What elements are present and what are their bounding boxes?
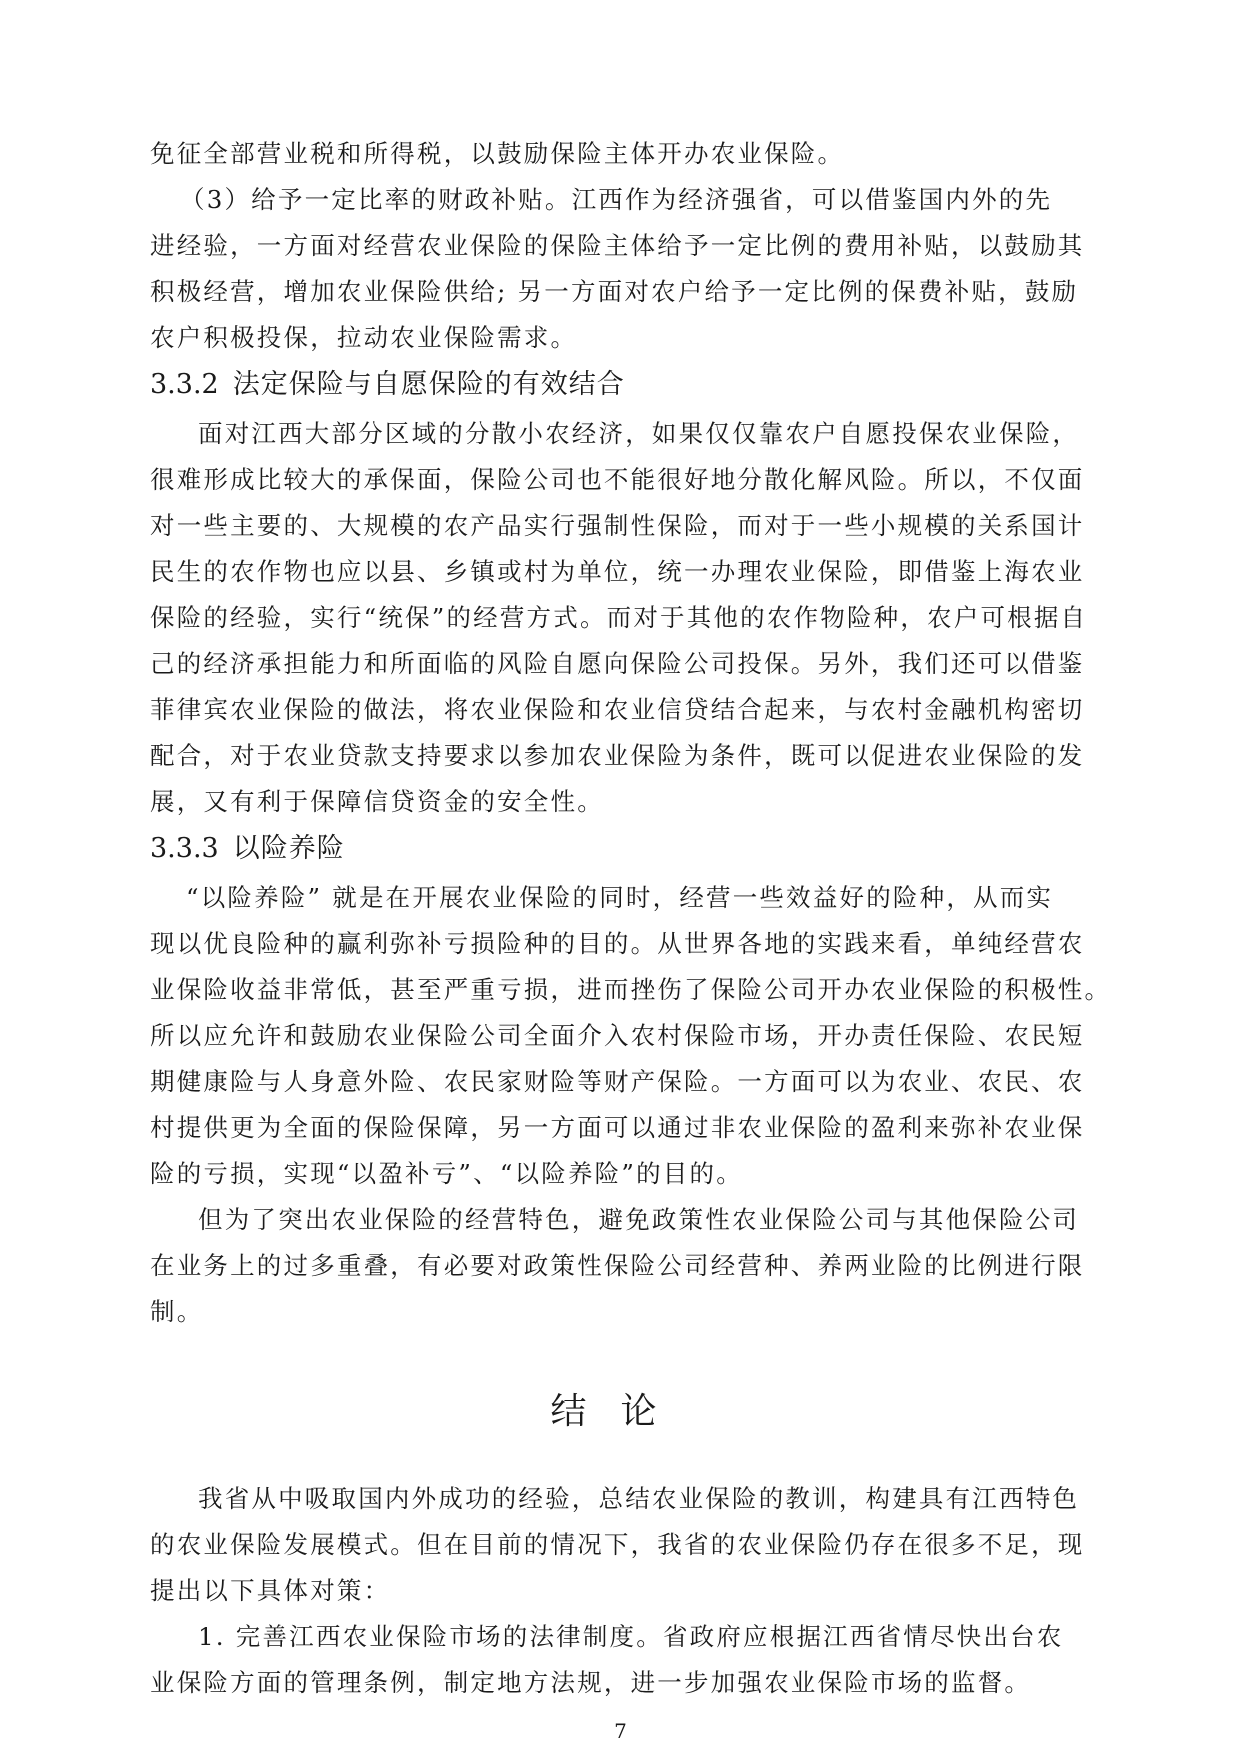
paragraph-line: 面对江西大部分区域的分散小农经济，如果仅仅靠农户自愿投保农业保险， <box>198 419 1080 448</box>
paragraph-line: “以险养险” 就是在开展农业保险的同时，经营一些效益好的险种，从而实 <box>186 883 1054 912</box>
paragraph-line: 在业务上的过多重叠，有必要对政策性保险公司经营种、养两业险的比例进行限 <box>150 1251 1085 1280</box>
paragraph-line: 提出以下具体对策： <box>150 1576 391 1605</box>
paragraph-line: 积极经营，增加农业保险供给; 另一方面对农户给予一定比例的保费补贴，鼓励 <box>150 277 1079 306</box>
paragraph-line: 业保险方面的管理条例，制定地方法规，进一步加强农业保险市场的监督。 <box>150 1668 1032 1697</box>
section-title: 以险养险 <box>232 833 345 864</box>
paragraph-line: 期健康险与人身意外险、农民家财险等财产保险。一方面可以为农业、农民、农 <box>150 1067 1085 1096</box>
paragraph-line: 所以应允许和鼓励农业保险公司全面介入农村保险市场，开办责任保险、农民短 <box>150 1021 1085 1050</box>
paragraph-line: 配合，对于农业贷款支持要求以参加农业保险为条件，既可以促进农业保险的发 <box>150 741 1085 770</box>
section-title: 法定保险与自愿保险的有效结合 <box>232 369 625 400</box>
paragraph-line: 民生的农作物也应以县、乡镇或村为单位，统一办理农业保险，即借鉴上海农业 <box>150 557 1085 586</box>
paragraph-line: 现以优良险种的赢利弥补亏损险种的目的。从世界各地的实践来看，单纯经营农 <box>150 929 1085 958</box>
paragraph-line: 进经验，一方面对经营农业保险的保险主体给予一定比例的费用补贴，以鼓励其 <box>150 231 1085 260</box>
paragraph-line: 菲律宾农业保险的做法，将农业保险和农业信贷结合起来，与农村金融机构密切 <box>150 695 1085 724</box>
paragraph-line: 展，又有利于保障信贷资金的安全性。 <box>150 787 604 816</box>
conclusion-title: 结论 <box>550 1391 691 1432</box>
paragraph-line: 免征全部营业税和所得税，以鼓励保险主体开办农业保险。 <box>150 139 845 168</box>
section-number: 3.3.2 <box>150 369 219 400</box>
paragraph-line: 农户积极投保，拉动农业保险需求。 <box>150 323 578 352</box>
paragraph-line: 险的亏损，实现“以盈补亏”、“以险养险”的目的。 <box>150 1159 743 1188</box>
paragraph-line: 对一些主要的、大规模的农产品实行强制性保险，而对于一些小规模的关系国计 <box>150 511 1085 540</box>
paragraph-line: 己的经济承担能力和所面临的风险自愿向保险公司投保。另外，我们还可以借鉴 <box>150 649 1085 678</box>
paragraph-line: 村提供更为全面的保险保障，另一方面可以通过非农业保险的盈利来弥补农业保 <box>150 1113 1085 1142</box>
paragraph-line: 制。 <box>150 1297 204 1326</box>
page-number: 7 <box>614 1719 627 1743</box>
paragraph-line: 但为了突出农业保险的经营特色，避免政策性农业保险公司与其他保险公司 <box>198 1205 1080 1234</box>
section-heading-3-3-2 <box>150 365 625 405</box>
paragraph-line: 1. 完善江西农业保险市场的法律制度。省政府应根据江西省情尽快出台农 <box>198 1622 1064 1651</box>
section-heading-3-3-3 <box>150 829 345 869</box>
paragraph-line: 业保险收益非常低，甚至严重亏损，进而挫伤了保险公司开办农业保险的积极性。 <box>150 975 1112 1004</box>
paragraph-line: 很难形成比较大的承保面，保险公司也不能很好地分散化解风险。所以，不仅面 <box>150 465 1085 494</box>
paragraph-line: （3）给予一定比率的财政补贴。江西作为经济强省，可以借鉴国内外的先 <box>180 185 1053 214</box>
section-number: 3.3.3 <box>150 833 219 864</box>
paragraph-line: 的农业保险发展模式。但在目前的情况下，我省的农业保险仍存在很多不足，现 <box>150 1530 1085 1559</box>
paragraph-line: 我省从中吸取国内外成功的经验，总结农业保险的教训，构建具有江西特色 <box>198 1484 1080 1513</box>
paragraph-line: 保险的经验，实行“统保”的经营方式。而对于其他的农作物险种，农户可根据自 <box>150 603 1088 632</box>
